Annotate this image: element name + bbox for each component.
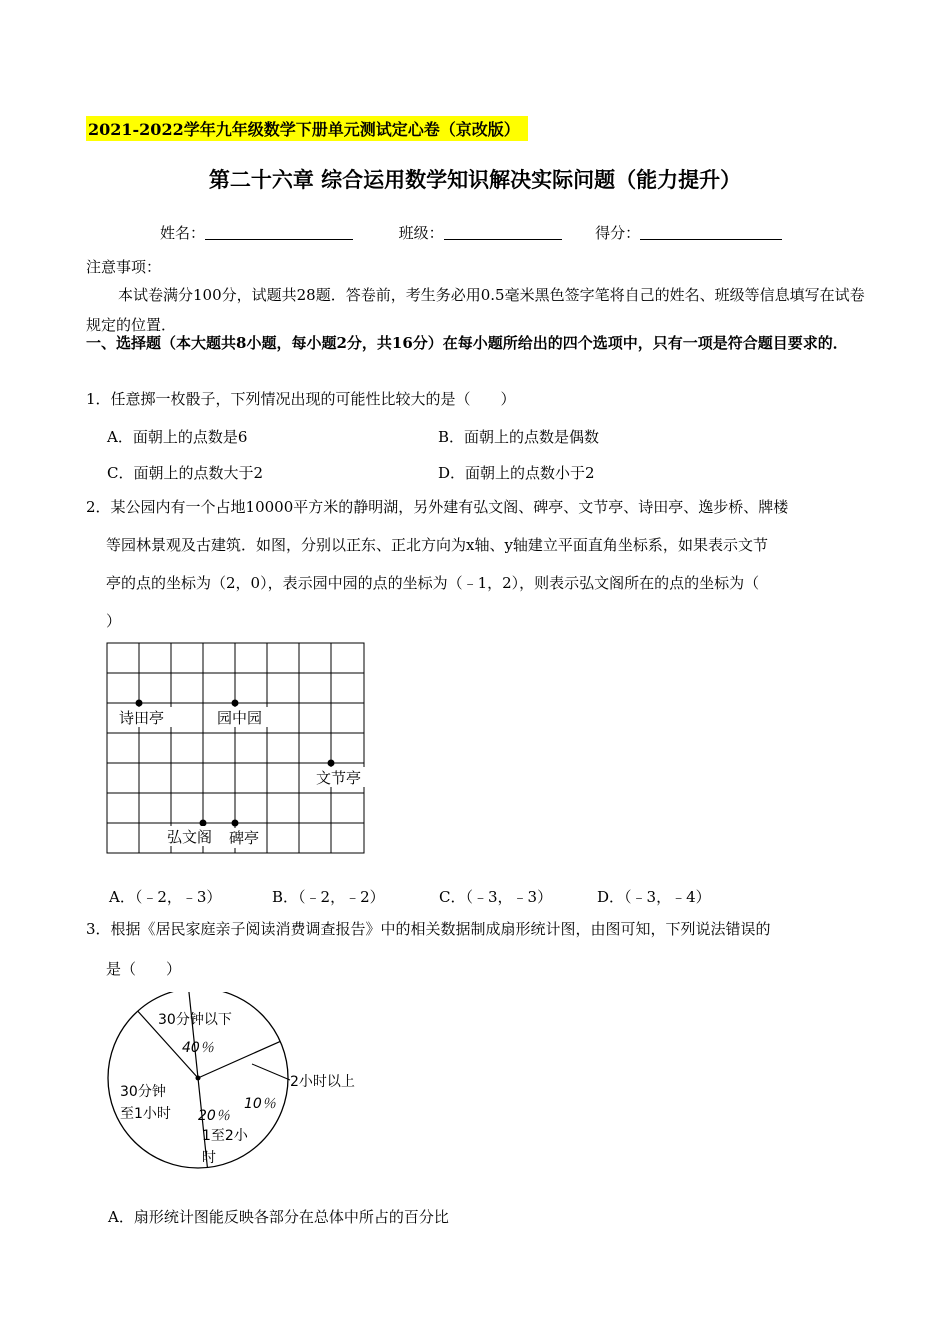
shitian-point [136, 700, 143, 707]
pie-slice-label-line2: 至1小时 [120, 1106, 171, 1122]
pie-slice-percent: 40％ [182, 1040, 214, 1056]
class-label: 班级： [398, 224, 444, 242]
student-info-fields [160, 222, 782, 243]
section1-heading: 一、选择题（本大题共8小题，每小题2分，共16分）在每小题所给出的四个选项中，只有一项是符合题目要求的． [86, 334, 848, 352]
q1-option-a[interactable]: A．面朝上的点数是6 [107, 428, 248, 446]
pie-slice-percent: 20％ [198, 1108, 230, 1124]
yuanzhong-point [232, 700, 239, 707]
q2-park-map [106, 642, 368, 858]
notes-heading: 注意事项： [86, 258, 162, 276]
q1-option-d[interactable]: D．面朝上的点数小于2 [438, 464, 595, 482]
pie-slice-label: 30分钟以下 [158, 1012, 232, 1028]
page-title: 第二十六章 综合运用数学知识解决实际问题（能力提升） [208, 168, 742, 192]
q3-option-a[interactable]: A．扇形统计图能反映各部分在总体中所占的百分比 [108, 1208, 449, 1226]
pie-slice-label: 30分钟 [120, 1084, 166, 1100]
q1-option-c[interactable]: C．面朝上的点数大于2 [107, 464, 264, 482]
q2-option-a[interactable]: A．（﹣2，﹣3） [109, 888, 222, 906]
yuanzhong-label: 园中园 [217, 709, 263, 727]
wenjie-point [328, 760, 335, 767]
score-blank[interactable] [640, 225, 782, 240]
name-blank[interactable] [205, 225, 353, 240]
exam-series-tag: 2021-2022学年九年级数学下册单元测试定心卷（京改版） [86, 116, 528, 141]
q2-option-b[interactable]: B．（﹣2，﹣2） [272, 888, 385, 906]
hongwen-point [200, 820, 207, 827]
q1-option-b[interactable]: B．面朝上的点数是偶数 [438, 428, 600, 446]
wenjie-label: 文节亭 [316, 769, 362, 787]
beiting-label: 碑亭 [229, 829, 260, 847]
q3-pie-chart [104, 992, 376, 1174]
hongwen-label: 弘文阁 [167, 828, 213, 846]
q2-stem-line3: 亭的点的坐标为（2，0），表示园中园的点的坐标为（﹣1，2），则表示弘文阁所在的点的坐标为（ [106, 574, 760, 592]
pie-center [196, 1076, 201, 1081]
class-blank[interactable] [444, 225, 562, 240]
q1-stem: 1．任意掷一枚骰子，下列情况出现的可能性比较大的是（ ） [86, 390, 516, 408]
notes-body: 本试卷满分100分，试题共28题．答卷前，考生务必用0.5毫米黑色签字笔将自己的姓名、班级等信息填写在试卷规定的位置． [86, 286, 865, 334]
beiting-point [232, 820, 239, 827]
shitian-label: 诗田亭 [119, 709, 165, 727]
pie-slice-label: 2小时以上 [290, 1074, 355, 1090]
q2-stem-line4: ） [106, 612, 122, 630]
q2-option-d[interactable]: D．（﹣3，﹣4） [597, 888, 711, 906]
q2-stem-line1: 2．某公园内有一个占地10000平方米的静明湖，另外建有弘文阁、碑亭、文节亭、诗田亭、逸步桥、牌楼 [86, 498, 789, 516]
q3-stem-line1: 3．根据《居民家庭亲子阅读消费调查报告》中的相关数据制成扇形统计图，由图可知，下列说法错误的 [86, 920, 771, 938]
pie-slice-label: 1至2小 [202, 1128, 248, 1144]
q2-stem-line2: 等园林景观及古建筑．如图，分别以正东、正北方向为x轴、y轴建立平面直角坐标系，如果表示文节 [106, 536, 768, 554]
name-label: 姓名： [160, 224, 206, 242]
pie-slice-label-line2: 时 [202, 1150, 216, 1166]
q3-stem-line2: 是（ ） [106, 960, 182, 978]
q2-option-c[interactable]: C．（﹣3，﹣3） [439, 888, 553, 906]
score-label: 得分： [595, 224, 641, 242]
pie-slice-percent: 10％ [244, 1096, 276, 1112]
